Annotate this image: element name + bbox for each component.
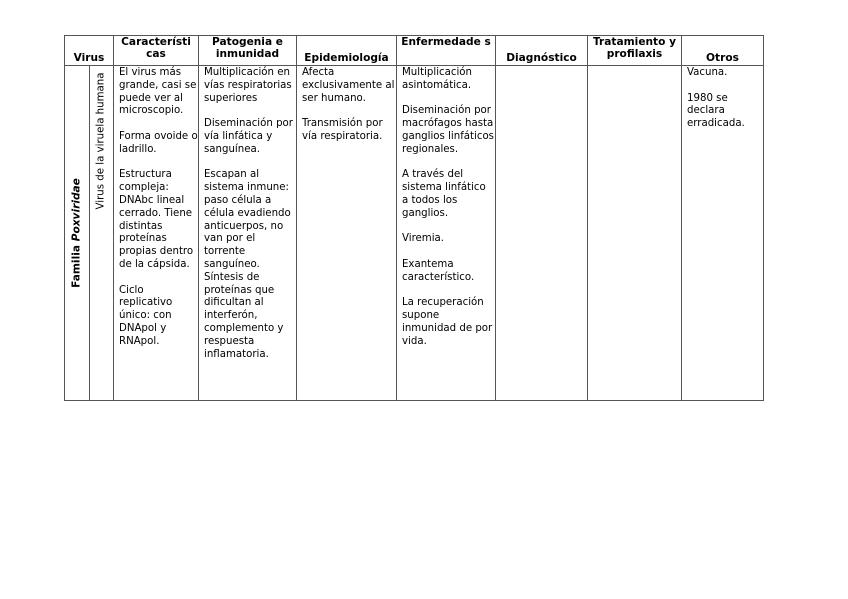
header-tratamiento: Tratamiento y profilaxis	[588, 36, 682, 66]
cell-paragraph: Diseminación por macrófagos hasta ganglios linfáticos regionales.	[402, 105, 494, 155]
caracteristicas-cell	[114, 66, 199, 401]
cell-paragraph: Vacuna.	[687, 67, 728, 78]
enfermedades-cell	[397, 66, 496, 401]
virus-name-label: Virus de la viruela humana	[95, 72, 107, 210]
header-diagnostico: Diagnóstico	[496, 36, 588, 66]
cell-paragraph: La recuperación supone inmunidad de por vida.	[402, 297, 493, 347]
header-row	[65, 36, 764, 66]
header-virus: Virus	[65, 36, 114, 66]
cell-paragraph: 1980 se declara erradicada.	[687, 92, 745, 130]
patogenia-cell	[199, 66, 297, 401]
tratamiento-cell	[588, 66, 682, 401]
cell-paragraph: A través del sistema linfático a todos los ganglios.	[402, 169, 486, 219]
cell-paragraph: Afecta exclusivamente al ser humano.	[302, 67, 395, 104]
cell-paragraph: Viremia.	[402, 233, 445, 245]
header-enfermedades: Enfermedade s	[397, 36, 496, 66]
cell-paragraph: Escapan al sistema inmune: paso célula a célula evadiendo anticuerpos, no van por el torrente sanguíneo. Síntesis de proteínas que dificultan al interferón, complemento y respuesta inflamatoria.	[204, 169, 291, 360]
virus-table	[64, 35, 764, 401]
cell-paragraph: Transmisión por vía respiratoria.	[302, 118, 383, 142]
header-epidemiologia: Epidemiología	[297, 36, 397, 66]
cell-paragraph: El virus más grande, casi se puede ver al microscopio.	[119, 67, 197, 117]
diagnostico-cell	[496, 66, 588, 401]
cell-paragraph: Diseminación por vía linfática y sanguínea.	[204, 118, 293, 155]
cell-paragraph: Forma ovoide o ladrillo.	[119, 130, 198, 155]
cell-paragraph: Multiplicación en vías respiratorias superiores	[204, 67, 292, 104]
header-otros: Otros	[682, 36, 764, 66]
family-label: Familia Poxviridae	[70, 178, 83, 288]
cell-paragraph: Ciclo replicativo único: con DNApol y RNApol.	[119, 284, 173, 347]
cell-paragraph: Multiplicación asintomática.	[402, 67, 472, 91]
otros-cell	[682, 66, 764, 401]
family-cell	[65, 66, 90, 401]
cell-paragraph: Exantema característico.	[402, 258, 475, 283]
epidemiologia-cell	[297, 66, 397, 401]
header-patogenia: Patogenia e inmunidad	[199, 36, 297, 66]
cell-paragraph: Estructura compleja: DNAbc lineal cerrado. Tiene distintas proteínas propias dentro de la cápsida.	[119, 169, 194, 270]
table-row	[65, 66, 764, 401]
header-caracteristicas: Característi cas	[114, 36, 199, 66]
virus-name-cell	[90, 66, 114, 401]
